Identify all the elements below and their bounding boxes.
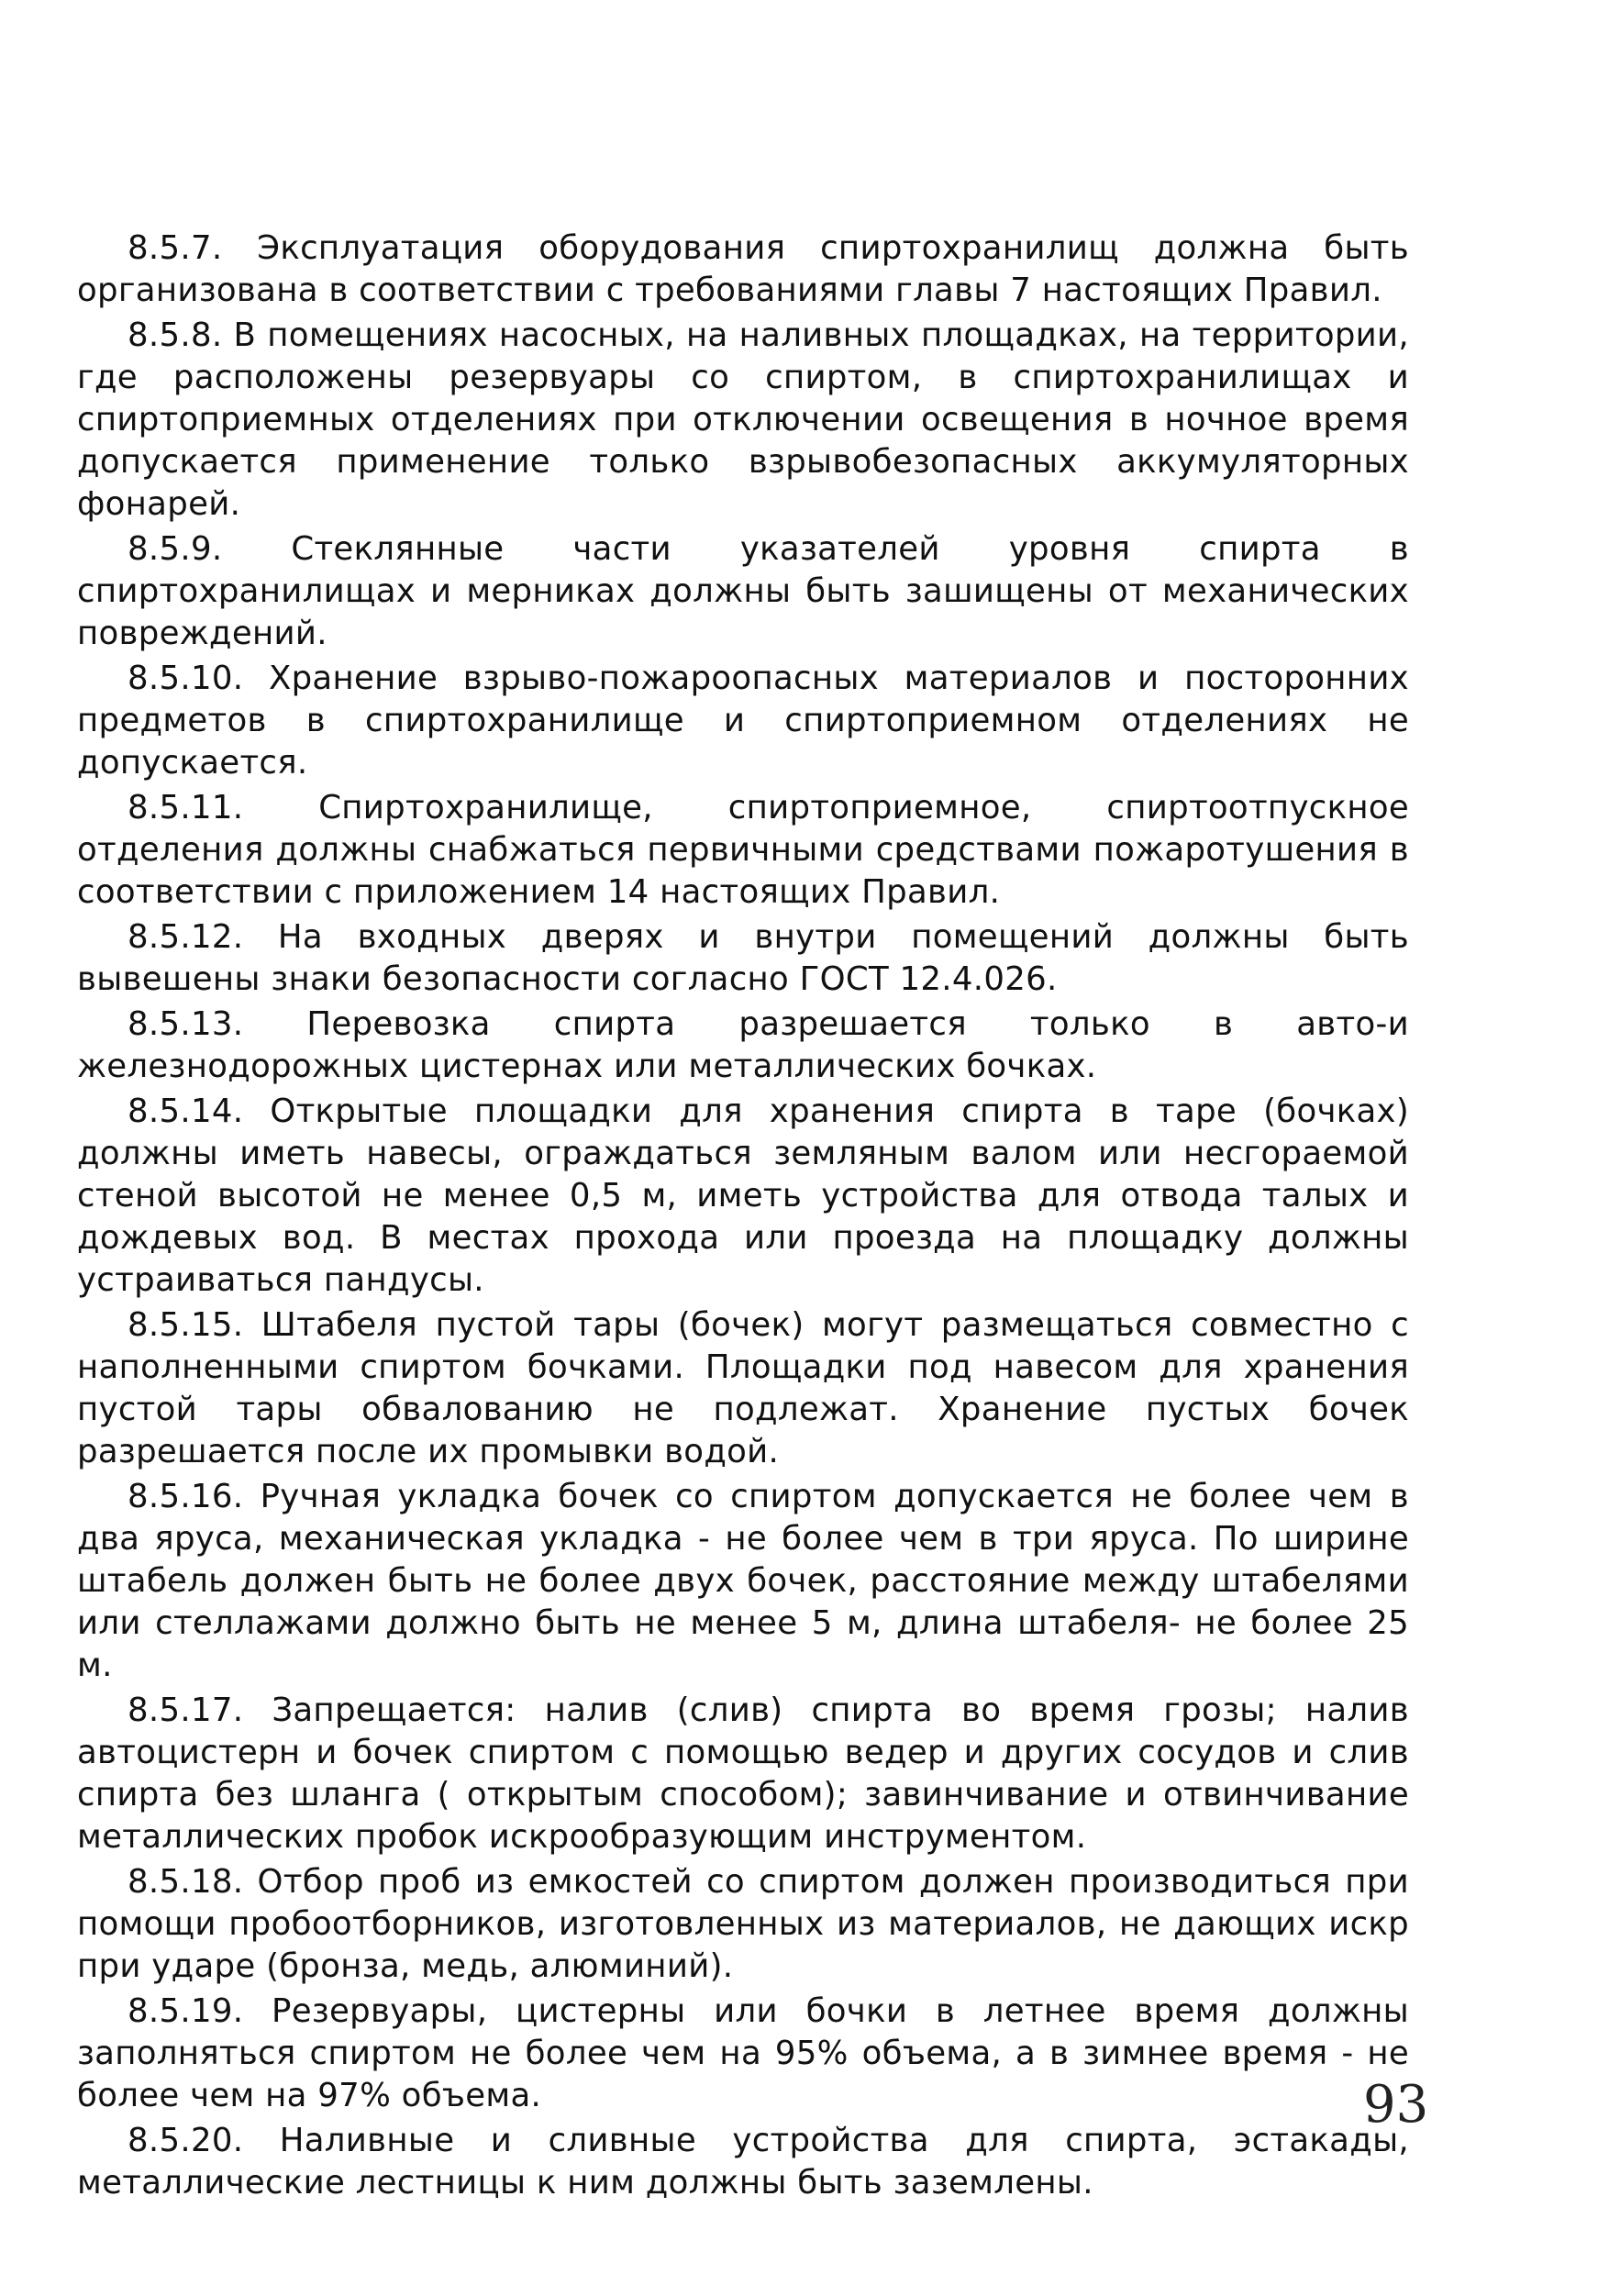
paragraph-8-5-9: 8.5.9. Стеклянные части указателей уровня спирта в спиртохранилищах и мерниках должны быть зашищены от механических повреждений. xyxy=(77,530,1409,652)
paragraph-8-5-13: 8.5.13. Перевозка спирта разрешается только в авто-и железнодорожных цистернах или металлических бочках. xyxy=(77,1005,1409,1085)
paragraph-8-5-19: 8.5.19. Резервуары, цистерны или бочки в летнее время должны заполняться спиртом не более чем на 95% объема, а в зимнее время - не более чем на 97% объема. xyxy=(77,1992,1409,2114)
page-number: 93 xyxy=(1363,2075,1429,2135)
paragraph-8-5-20: 8.5.20. Наливные и сливные устройства для спирта, эстакады, металлические лестницы к ним должны быть заземлены. xyxy=(77,2122,1409,2202)
paragraph-8-5-17: 8.5.17. Запрещается: налив (слив) спирта во время грозы; налив автоцистерн и бочек спиртом с помощью ведер и других сосудов и слив спирта без шланга ( открытым способом); завинчивание и отвинчивание металлических пробок искрообразующим инструментом. xyxy=(77,1691,1409,1856)
paragraph-8-5-12: 8.5.12. На входных дверях и внутри помещений должны быть вывешены знаки безопасности согласно ГОСТ 12.4.026. xyxy=(77,918,1409,998)
paragraph-8-5-8: 8.5.8. В помещениях насосных, на наливных площадках, на территории, где расположены резервуары со спиртом, в спиртохранилищах и спиртоприемных отделениях при отключении освещения в ночное время допускается применение только взрывобезопасных аккумуляторных фонарей. xyxy=(77,316,1409,523)
paragraph-8-5-7: 8.5.7. Эксплуатация оборудования спиртохранилищ должна быть организована в соответствии с требованиями главы 7 настоящих Правил. xyxy=(77,229,1409,309)
paragraph-8-5-14: 8.5.14. Открытые площадки для хранения спирта в таре (бочках) должны иметь навесы, ограждаться земляным валом или несгораемой стеной высотой не менее 0,5 м, иметь устройства для отвода талых и дождевых вод. В местах прохода или проезда на площадку должны устраиваться пандусы. xyxy=(77,1093,1409,1299)
paragraph-8-5-18: 8.5.18. Отбор проб из емкостей со спиртом должен производиться при помощи пробоотборников, изготовленных из материалов, не дающих искр при ударе (бронза, медь, алюминий). xyxy=(77,1863,1409,1985)
page-body xyxy=(77,227,1409,2207)
paragraph-8-5-11: 8.5.11. Спиртохранилище, спиртоприемное, спиртоотпускное отделения должны снабжаться первичными средствами пожаротушения в соответствии с приложением 14 настоящих Правил. xyxy=(77,789,1409,911)
paragraph-8-5-15: 8.5.15. Штабеля пустой тары (бочек) могут размещаться совместно с наполненными спиртом бочками. Площадки под навесом для хранения пустой тары обвалованию не подлежат. Хранение пустых бочек разрешается после их промывки водой. xyxy=(77,1306,1409,1470)
paragraph-8-5-10: 8.5.10. Хранение взрыво-пожароопасных материалов и посторонних предметов в спиртохранилище и спиртоприемном отделениях не допускается. xyxy=(77,660,1409,782)
paragraph-8-5-16: 8.5.16. Ручная укладка бочек со спиртом допускается не более чем в два яруса, механическая укладка - не более чем в три яруса. По ширине штабель должен быть не более двух бочек, расстояние между штабелями или стеллажами должно быть не менее 5 м, длина штабеля- не более 25 м. xyxy=(77,1478,1409,1684)
